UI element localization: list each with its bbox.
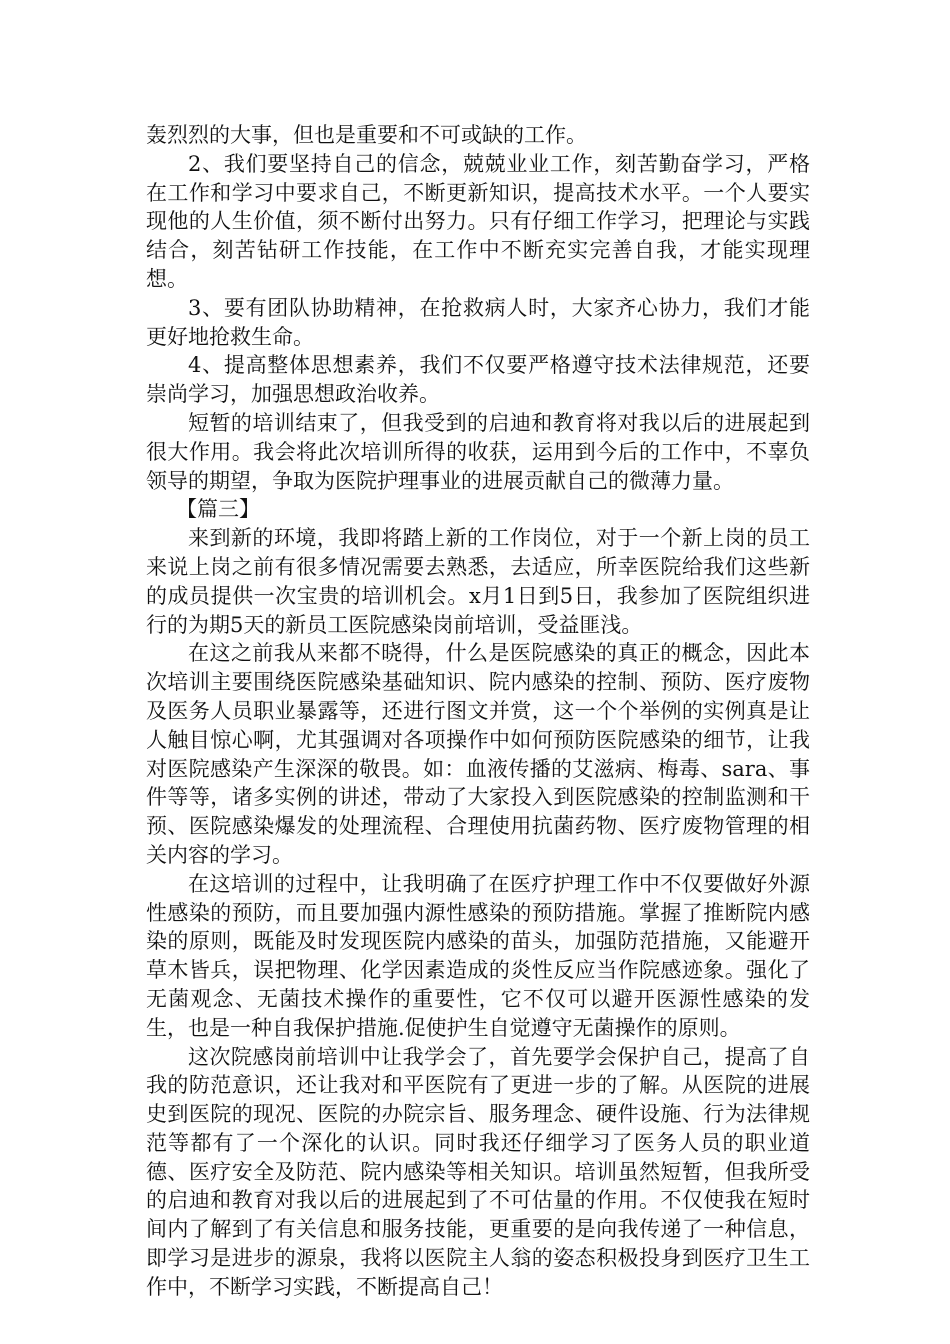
- paragraph-conclusion: 短暂的培训结束了，但我受到的启迪和教育将对我以后的进展起到很大作用。我会将此次培训所得的收获，运用到今后的工作中，不辜负领导的期望，争取为医院护理事业的进展贡献自己的微薄力量。: [146, 410, 810, 493]
- paragraph-point-3: 3、要有团队协助精神，在抢救病人时，大家齐心协力，我们才能更好地抢救生命。: [146, 295, 810, 349]
- document-body: [146, 121, 810, 1302]
- section-heading: 【篇三】: [176, 497, 260, 522]
- paragraph-training-content: 在这之前我从来都不晓得，什么是医院感染的真正的概念，因此本次培训主要围绕医院感染基础知识、院内感染的控制、预防、医疗废物及医务人员职业暴露等，还进行图文并赏，这一个个举例的实例真是让人触目惊心啊，尤其强调对各项操作中如何预防医院感染的细节，让我对医院感染产生深深的敬畏。如：血液传播的艾滋病、梅毒、sara、事件等等，诸多实例的讲述，带动了大家投入到医院感染的控制监测和干预、医院感染爆发的处理流程、合理使用抗菌药物、医疗废物管理的相关内容的学习。: [146, 641, 810, 867]
- paragraph-continuation: 轰烈烈的大事，但也是重要和不可或缺的工作。: [146, 123, 587, 147]
- paragraph-point-4: 4、提高整体思想素养，我们不仅要严格遵守技术法律规范，还要崇尚学习，加强思想政治收养。: [146, 353, 810, 407]
- paragraph-point-2: 2、我们要坚持自己的信念，兢兢业业工作，刻苦勤奋学习，严格在工作和学习中要求自己，不断更新知识，提高技术水平。一个人要实现他的人生价值，须不断付出努力。只有仔细工作学习，把理论与实践结合，刻苦钻研工作技能，在工作中不断充实完善自我，才能实现理想。: [146, 151, 810, 291]
- paragraph-intro: 来到新的环境，我即将踏上新的工作岗位，对于一个新上岗的员工来说上岗之前有很多情况需要去熟悉，去适应，所幸医院给我们这些新的成员提供一次宝贵的培训机会。x月1日到5日，我参加了医院组织进行的为期5天的新员工医院感染岗前培训，受益匪浅。: [146, 526, 810, 637]
- paragraph-training-process: 在这培训的过程中，让我明确了在医疗护理工作中不仅要做好外源性感染的预防，而且要加强内源性感染的预防措施。掌握了推断院内感染的原则，既能及时发现医院内感染的苗头，加强防范措施，又能避开草木皆兵，误把物理、化学因素造成的炎性反应当作院感迹象。强化了无菌观念、无菌技术操作的重要性，它不仅可以避开医源性感染的发生，也是一种自我保护措施.促使护生自觉遵守无菌操作的原则。: [146, 871, 810, 1040]
- paragraph-summary: 这次院感岗前培训中让我学会了，首先要学会保护自己，提高了自我的防范意识，还让我对和平医院有了更进一步的了解。从医院的进展史到医院的现况、医院的办院宗旨、服务理念、硬件设施、行为法律规范等都有了一个深化的认识。同时我还仔细学习了医务人员的职业道德、医疗安全及防范、院内感染等相关知识。培训虽然短暂，但我所受的启迪和教育对我以后的进展起到了不可估量的作用。不仅使我在短时间内了解到了有关信息和服务技能，更重要的是向我传递了一种信息，即学习是进步的源泉，我将以医院主人翁的姿态积极投身到医疗卫生工作中，不断学习实践，不断提高自己！: [146, 1044, 810, 1299]
